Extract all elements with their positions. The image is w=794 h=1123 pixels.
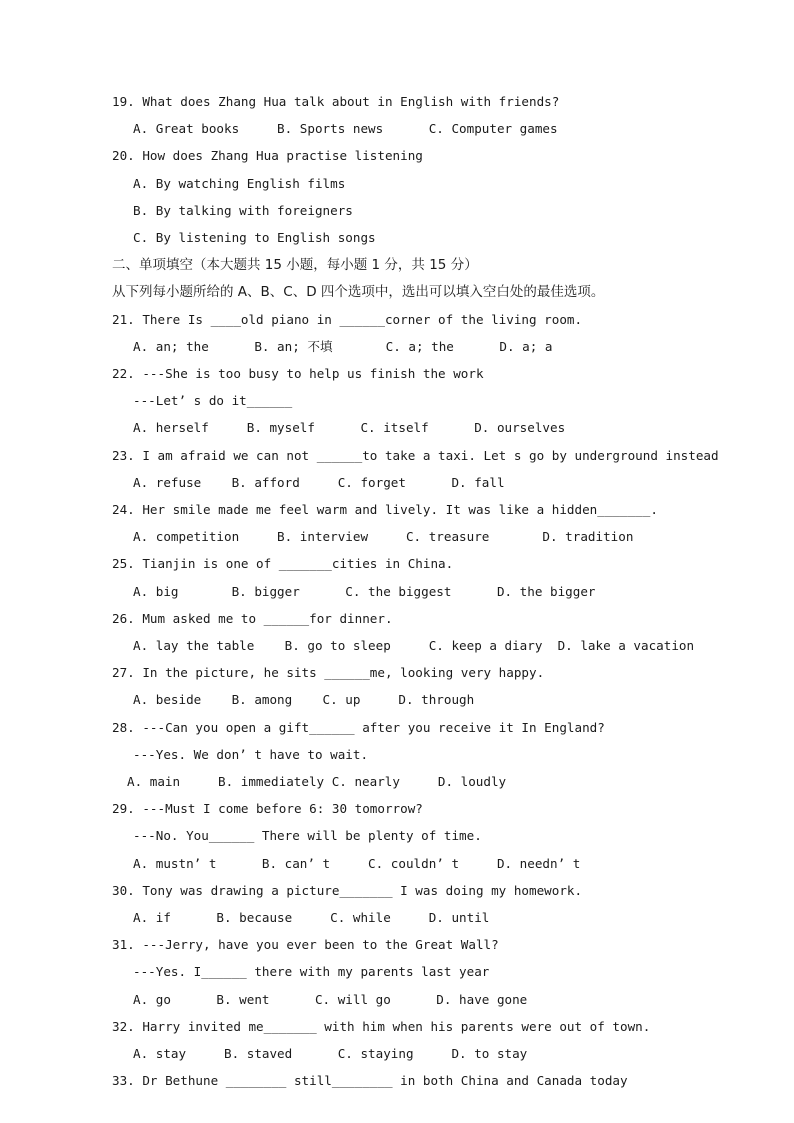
question-line: 26. Mum asked me to ______for dinner. [112,610,393,626]
question-line: 30. Tony was drawing a picture_______ I was doing my homework. [112,882,583,898]
option-line: A. herself B. myself C. itself D. ourselves [133,420,566,436]
option-line: A. if B. because C. while D. until [133,910,490,925]
question-line: 29. ---Must I come before 6: 30 tomorrow? [112,801,423,817]
question-line: 25. Tianjin is one of _______cities in China. [112,556,454,572]
option-line: A. main B. immediately C. nearly D. loudly [127,774,507,789]
option-line: A. stay B. staved C. staying D. to stay [133,1046,528,1061]
question-line: 23. I am afraid we can not ______to take a taxi. Let s go by underground instead [112,447,719,463]
question-line: 24. Her smile made me feel warm and lively. It was like a hidden_______. [112,502,658,517]
question-line: 31. ---Jerry, have you ever been to the Great Wall? [112,937,499,953]
option-line: A. lay the table B. go to sleep C. keep a diary D. lake a vacation [133,638,695,653]
option-line: A. an; the B. an; 不填 C. a; the D. a; a [133,338,553,354]
question-line: 22. ---She is too busy to help us finish the work [112,366,484,381]
option-line: A. go B. went C. will go D. have gone [133,991,528,1007]
section-heading: 从下列每小题所给的 A、B、C、D 四个选项中，选出可以填入空白处的最佳选项。 [112,284,605,301]
question-line: 33. Dr Bethune ________ still________ in both China and Canada today [112,1073,628,1089]
option-line: ---No. You______ There will be plenty of time. [133,828,482,844]
question-line: 19. What does Zhang Hua talk about in English with friends? [112,94,560,109]
option-line: ---Yes. We don’ t have to wait. [133,746,369,762]
question-line: 28. ---Can you open a gift______ after you receive it In England? [112,719,605,735]
option-line: ---Yes. I______ there with my parents last year [133,964,490,980]
question-line: 21. There Is ____old piano in ______corner of the living room. [112,311,583,327]
question-line: 27. In the picture, he sits ______me, looking very happy. [112,665,545,681]
section-heading: 二、单项填空（本大题共 15 小题，每小题 1 分，共 15 分） [112,257,478,274]
option-line: A. competition B. interview C. treasure D. tradition [133,529,634,545]
question-line: 20. How does Zhang Hua practise listening [112,148,423,164]
option-line: A. big B. bigger C. the biggest D. the bigger [133,583,596,599]
option-line: ---Let’ s do it______ [133,393,293,409]
option-line: A. Great books B. Sports news C. Computer games [133,121,558,137]
option-line: A. refuse B. afford C. forget D. fall [133,474,505,490]
option-line: A. By watching English films [133,175,346,191]
option-line: B. By talking with foreigners [133,202,353,218]
option-line: A. beside B. among C. up D. through [133,692,475,708]
option-line: C. By listening to English songs [133,230,376,245]
question-line: 32. Harry invited me_______ with him when his parents were out of town. [112,1018,651,1034]
option-line: A. mustn’ t B. can’ t C. couldn’ t D. needn’ t [133,855,581,871]
